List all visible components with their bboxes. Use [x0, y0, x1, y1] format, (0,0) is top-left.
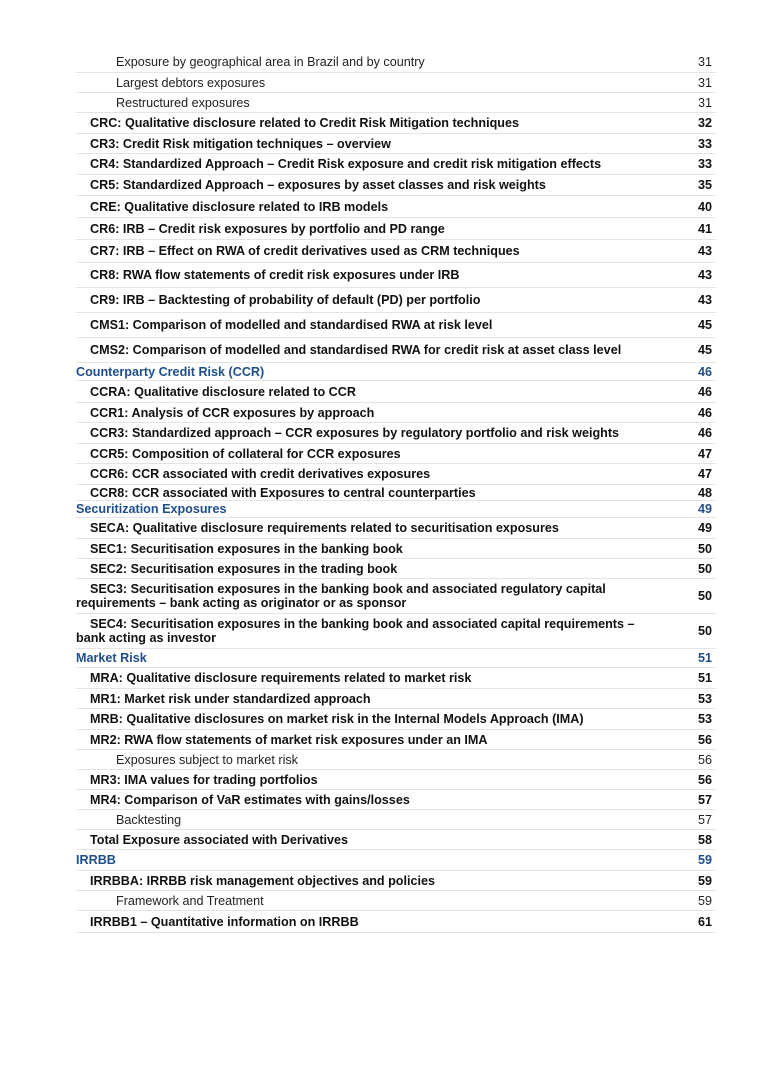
toc-section[interactable] [76, 649, 716, 668]
toc-entry-title: CRC: Qualitative disclosure related to Credit Risk Mitigation techniques [90, 116, 519, 130]
toc-entry-page: 46 [697, 426, 712, 440]
toc-entry-page: 59 [697, 893, 712, 908]
toc-entry-title: Largest debtors exposures [116, 75, 266, 90]
toc-entry[interactable] [76, 113, 716, 134]
toc-entry-page: 32 [697, 116, 712, 130]
toc-entry-title: CR3: Credit Risk mitigation techniques – overview [90, 136, 391, 151]
toc-entry[interactable] [76, 539, 716, 559]
toc-entry-title: MR4: Comparison of VaR estimates with gains/losses [90, 792, 410, 807]
toc-entry-title: CR6: IRB – Credit risk exposures by portfolio and PD range [90, 221, 445, 236]
toc-section[interactable] [76, 363, 716, 381]
toc-entry-page: 43 [697, 293, 712, 307]
toc-entry[interactable] [76, 403, 716, 423]
toc-entry-title: MR1: Market risk under standardized approach [90, 691, 371, 706]
toc-entry[interactable] [76, 810, 716, 830]
toc-entry[interactable] [76, 689, 716, 709]
toc-entry-page: 45 [697, 318, 712, 332]
toc-entry-title: MR3: IMA values for trading portfolios [90, 772, 318, 787]
toc-entry-page: 59 [697, 873, 712, 888]
toc-entry-page: 35 [697, 178, 712, 192]
toc-entry[interactable] [76, 485, 716, 501]
toc-entry[interactable] [76, 559, 716, 579]
toc-entry-title: CCR1: Analysis of CCR exposures by approach [90, 405, 375, 420]
toc-entry[interactable] [76, 668, 716, 689]
toc-entry-title: Framework and Treatment [116, 893, 264, 908]
toc-entry-page: 58 [697, 832, 712, 847]
toc-entry-page: 31 [697, 95, 712, 110]
toc-entry-title: IRRBB1 – Quantitative information on IRRBB [90, 914, 359, 929]
toc-entry[interactable] [76, 93, 716, 113]
toc-entry-title: CCR8: CCR associated with Exposures to central counterparties [90, 485, 476, 500]
toc-entry-page: 46 [697, 384, 712, 399]
toc-entry-title: CCRA: Qualitative disclosure related to CCR [90, 384, 356, 399]
toc-entry-title: Backtesting [116, 812, 182, 827]
toc-entry-title: Total Exposure associated with Derivatives [90, 832, 349, 847]
toc-entry[interactable] [76, 891, 716, 911]
toc-entry-title: SEC3: Securitisation exposures in the banking book and associated regulatory capital requirements – bank acting as originator or as sponsor [76, 582, 606, 610]
toc-entry-title: CR9: IRB – Backtesting of probability of default (PD) per portfolio [90, 293, 481, 307]
toc-entry[interactable] [76, 175, 716, 196]
toc-section[interactable] [76, 501, 716, 518]
toc-entry-page: 56 [697, 752, 712, 767]
toc-entry-page: 53 [697, 712, 712, 726]
toc-entry-page: 40 [697, 199, 712, 214]
toc-entry-title: SEC1: Securitisation exposures in the banking book [90, 541, 403, 556]
toc-entry-page: 45 [697, 343, 712, 357]
toc-entry-page: 41 [697, 221, 712, 236]
toc-entry-title: CCR3: Standardized approach – CCR exposures by regulatory portfolio and risk weights [90, 426, 620, 440]
toc-entry-page: 56 [697, 772, 712, 787]
toc-entry[interactable] [76, 154, 716, 175]
toc-section-title: Counterparty Credit Risk (CCR) [76, 364, 265, 379]
table-of-contents [76, 52, 716, 933]
toc-entry-title: SECA: Qualitative disclosure requirements related to securitisation exposures [90, 521, 559, 535]
toc-section-page: 51 [697, 651, 712, 665]
toc-entry-page: 48 [697, 485, 712, 500]
toc-entry[interactable] [76, 730, 716, 750]
toc-entry-title: CCR6: CCR associated with credit derivatives exposures [90, 467, 431, 481]
toc-entry-page: 61 [697, 914, 712, 929]
toc-entry-title: CCR5: Composition of collateral for CCR exposures [90, 446, 401, 461]
toc-entry[interactable] [76, 444, 716, 464]
toc-entry-page: 47 [697, 446, 712, 461]
toc-entry-title: CR5: Standardized Approach – exposures by asset classes and risk weights [90, 178, 546, 192]
toc-entry-title: Exposures subject to market risk [116, 752, 298, 767]
toc-entry[interactable] [76, 911, 716, 933]
toc-section-page: 49 [697, 502, 712, 516]
toc-entry-page: 47 [697, 467, 712, 481]
toc-entry-page: 50 [697, 589, 712, 603]
toc-entry-page: 57 [697, 792, 712, 807]
toc-entry-title: SEC4: Securitisation exposures in the banking book and associated capital requirements – bank acting as investor [76, 617, 635, 645]
toc-entry[interactable] [76, 263, 716, 288]
toc-entry[interactable] [76, 709, 716, 730]
toc-entry-title: MRA: Qualitative disclosure requirements related to market risk [90, 671, 472, 685]
toc-section-title: Market Risk [76, 651, 147, 665]
toc-section-page: 59 [697, 853, 712, 867]
toc-entry-title: CMS2: Comparison of modelled and standardised RWA for credit risk at asset class level [90, 343, 622, 357]
toc-entry[interactable] [76, 288, 716, 313]
toc-entry[interactable] [76, 313, 716, 338]
toc-entry[interactable] [76, 614, 716, 649]
toc-section-title: Securitization Exposures [76, 502, 227, 516]
toc-entry[interactable] [76, 52, 716, 73]
toc-entry[interactable] [76, 871, 716, 891]
toc-entry[interactable] [76, 218, 716, 240]
toc-entry-page: 56 [697, 732, 712, 747]
toc-entry-page: 51 [697, 671, 712, 685]
toc-entry-page: 53 [697, 691, 712, 706]
toc-entry-page: 33 [697, 136, 712, 151]
toc-entry-title: CR7: IRB – Effect on RWA of credit derivatives used as CRM techniques [90, 244, 520, 258]
toc-entry[interactable] [76, 579, 716, 614]
toc-entry[interactable] [76, 464, 716, 485]
toc-entry-title: SEC2: Securitisation exposures in the trading book [90, 561, 398, 576]
toc-entry-page: 50 [697, 624, 712, 638]
toc-entry-title: IRRBBA: IRRBB risk management objectives and policies [90, 873, 436, 888]
toc-entry-page: 50 [697, 541, 712, 556]
toc-section-title: IRRBB [76, 853, 116, 867]
toc-entry[interactable] [76, 750, 716, 770]
toc-entry[interactable] [76, 338, 716, 363]
toc-entry-page: 33 [697, 157, 712, 171]
toc-entry-page: 49 [697, 521, 712, 535]
toc-entry-title: Restructured exposures [116, 95, 250, 110]
toc-entry-page: 31 [697, 75, 712, 90]
toc-entry[interactable] [76, 423, 716, 444]
toc-entry[interactable] [76, 830, 716, 850]
toc-section-page: 46 [697, 364, 712, 379]
toc-entry[interactable] [76, 240, 716, 263]
toc-entry-title: Exposure by geographical area in Brazil and by country [116, 55, 425, 69]
toc-entry-page: 50 [697, 561, 712, 576]
toc-entry[interactable] [76, 518, 716, 539]
toc-entry[interactable] [76, 196, 716, 218]
toc-entry[interactable] [76, 770, 716, 790]
toc-entry[interactable] [76, 73, 716, 93]
toc-entry-page: 43 [697, 268, 712, 282]
toc-entry-page: 31 [697, 55, 712, 69]
toc-entry-page: 57 [697, 812, 712, 827]
toc-entry[interactable] [76, 381, 716, 403]
toc-section[interactable] [76, 850, 716, 871]
toc-entry-title: MRB: Qualitative disclosures on market risk in the Internal Models Approach (IMA) [90, 712, 584, 726]
toc-entry[interactable] [76, 134, 716, 154]
toc-entry-title: CRE: Qualitative disclosure related to IRB models [90, 199, 389, 214]
toc-entry-page: 46 [697, 405, 712, 420]
toc-entry-title: CR8: RWA flow statements of credit risk exposures under IRB [90, 268, 460, 282]
toc-entry-title: CR4: Standardized Approach – Credit Risk exposure and credit risk mitigation effects [90, 157, 602, 171]
toc-entry-title: MR2: RWA flow statements of market risk exposures under an IMA [90, 732, 488, 747]
toc-entry-title: CMS1: Comparison of modelled and standardised RWA at risk level [90, 318, 493, 332]
toc-entry-page: 43 [697, 244, 712, 258]
toc-entry[interactable] [76, 790, 716, 810]
